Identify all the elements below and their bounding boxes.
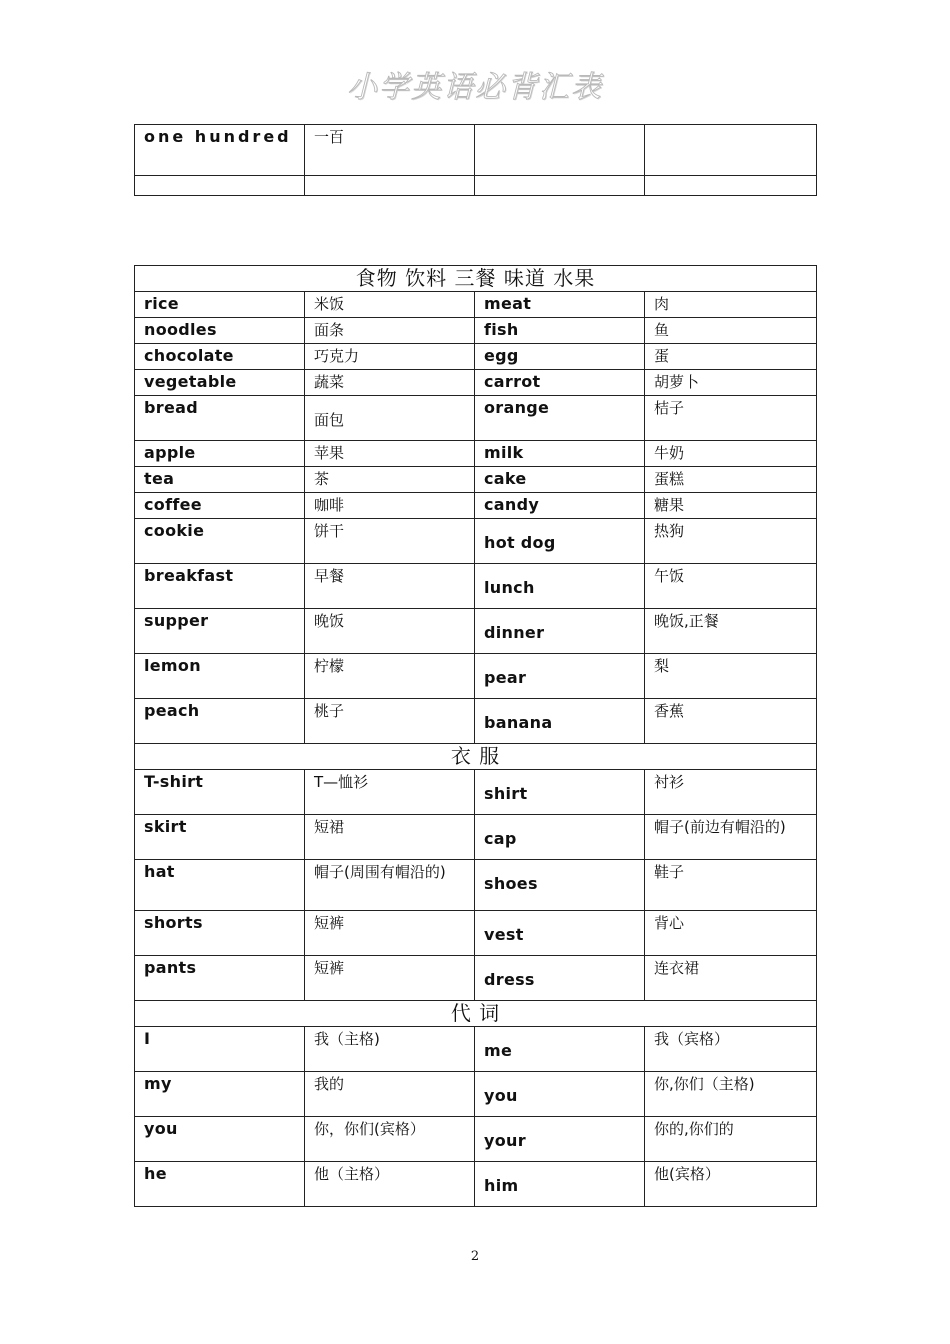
chinese-meaning: 巧克力 — [305, 344, 475, 370]
english-word: pear — [475, 654, 645, 699]
english-word: hat — [135, 860, 305, 911]
english-word: cookie — [135, 519, 305, 564]
english-word: lunch — [475, 564, 645, 609]
vocab-table-continued — [134, 124, 817, 196]
chinese-meaning: 你,你们（主格) — [645, 1072, 817, 1117]
chinese-meaning: 你的,你们的 — [645, 1117, 817, 1162]
table-row — [135, 1162, 817, 1207]
table-row — [135, 815, 817, 860]
section-header-row — [135, 744, 817, 770]
english-word: apple — [135, 441, 305, 467]
chinese-meaning: 连衣裙 — [645, 956, 817, 1001]
table-row — [135, 519, 817, 564]
english-word: you — [475, 1072, 645, 1117]
chinese-meaning: 牛奶 — [645, 441, 817, 467]
english-word: banana — [475, 699, 645, 744]
english-word: you — [135, 1117, 305, 1162]
english-word: coffee — [135, 493, 305, 519]
chinese-meaning: 帽子(周围有帽沿的) — [305, 860, 475, 911]
english-word: your — [475, 1117, 645, 1162]
english-word: chocolate — [135, 344, 305, 370]
english-word: shoes — [475, 860, 645, 911]
table-row — [135, 609, 817, 654]
english-word: carrot — [475, 370, 645, 396]
chinese-meaning: 桔子 — [645, 396, 817, 441]
english-word: he — [135, 1162, 305, 1207]
chinese-meaning: 我的 — [305, 1072, 475, 1117]
chinese-meaning: 帽子(前边有帽沿的) — [645, 815, 817, 860]
chinese-meaning: 咖啡 — [305, 493, 475, 519]
english-word — [475, 125, 645, 176]
english-word: egg — [475, 344, 645, 370]
section-header-row — [135, 266, 817, 292]
chinese-meaning: 短裙 — [305, 815, 475, 860]
chinese-meaning: 短裤 — [305, 911, 475, 956]
table-row — [135, 292, 817, 318]
english-word: tea — [135, 467, 305, 493]
chinese-meaning: 茶 — [305, 467, 475, 493]
table-row — [135, 770, 817, 815]
english-word: orange — [475, 396, 645, 441]
chinese-meaning: 蔬菜 — [305, 370, 475, 396]
chinese-meaning: 柠檬 — [305, 654, 475, 699]
chinese-meaning: 你，你们(宾格） — [305, 1117, 475, 1162]
english-word: supper — [135, 609, 305, 654]
english-word: cap — [475, 815, 645, 860]
table-row — [135, 125, 817, 176]
chinese-meaning: 梨 — [645, 654, 817, 699]
english-word: fish — [475, 318, 645, 344]
table-row — [135, 956, 817, 1001]
english-word: me — [475, 1027, 645, 1072]
table-row — [135, 1072, 817, 1117]
table-row — [135, 370, 817, 396]
english-word: one hundred — [135, 125, 305, 176]
chinese-meaning: 桃子 — [305, 699, 475, 744]
chinese-meaning: T—恤衫 — [305, 770, 475, 815]
english-word: skirt — [135, 815, 305, 860]
english-word — [475, 176, 645, 196]
english-word: dress — [475, 956, 645, 1001]
chinese-meaning: 晚饭,正餐 — [645, 609, 817, 654]
chinese-meaning: 胡萝卜 — [645, 370, 817, 396]
table-row — [135, 176, 817, 196]
section-title: 代 词 — [135, 1001, 817, 1027]
chinese-meaning: 米饭 — [305, 292, 475, 318]
page-header-title: 小学英语必背汇表 — [347, 70, 603, 105]
section-title: 衣 服 — [135, 744, 817, 770]
chinese-meaning: 鞋子 — [645, 860, 817, 911]
chinese-meaning: 肉 — [645, 292, 817, 318]
english-word: dinner — [475, 609, 645, 654]
english-word — [135, 176, 305, 196]
chinese-meaning: 面包 — [305, 396, 475, 441]
chinese-meaning: 衬衫 — [645, 770, 817, 815]
chinese-meaning: 午饭 — [645, 564, 817, 609]
table-row — [135, 654, 817, 699]
chinese-meaning — [305, 176, 475, 196]
chinese-meaning: 鱼 — [645, 318, 817, 344]
english-word: cake — [475, 467, 645, 493]
english-word: him — [475, 1162, 645, 1207]
chinese-meaning: 一百 — [305, 125, 475, 176]
table-row — [135, 396, 817, 441]
table-row — [135, 441, 817, 467]
table-row — [135, 493, 817, 519]
english-word: noodles — [135, 318, 305, 344]
chinese-meaning: 面条 — [305, 318, 475, 344]
chinese-meaning: 早餐 — [305, 564, 475, 609]
chinese-meaning: 背心 — [645, 911, 817, 956]
table-row — [135, 860, 817, 911]
english-word: candy — [475, 493, 645, 519]
english-word: my — [135, 1072, 305, 1117]
table-row — [135, 911, 817, 956]
table-row — [135, 564, 817, 609]
english-word: breakfast — [135, 564, 305, 609]
chinese-meaning: 他(宾格） — [645, 1162, 817, 1207]
chinese-meaning: 香蕉 — [645, 699, 817, 744]
english-word: lemon — [135, 654, 305, 699]
english-word: rice — [135, 292, 305, 318]
chinese-meaning: 我（宾格） — [645, 1027, 817, 1072]
page-number: 2 — [470, 1249, 480, 1264]
chinese-meaning: 糖果 — [645, 493, 817, 519]
english-word: shorts — [135, 911, 305, 956]
english-word: I — [135, 1027, 305, 1072]
english-word: pants — [135, 956, 305, 1001]
table-row — [135, 699, 817, 744]
english-word: vest — [475, 911, 645, 956]
chinese-meaning — [645, 176, 817, 196]
english-word: meat — [475, 292, 645, 318]
chinese-meaning: 他（主格） — [305, 1162, 475, 1207]
section-title: 食物 饮料 三餐 味道 水果 — [135, 266, 817, 292]
table-row — [135, 344, 817, 370]
english-word: hot dog — [475, 519, 645, 564]
chinese-meaning: 饼干 — [305, 519, 475, 564]
english-word: milk — [475, 441, 645, 467]
chinese-meaning: 苹果 — [305, 441, 475, 467]
chinese-meaning — [645, 125, 817, 176]
english-word: shirt — [475, 770, 645, 815]
table-row — [135, 467, 817, 493]
english-word: T-shirt — [135, 770, 305, 815]
chinese-meaning: 热狗 — [645, 519, 817, 564]
english-word: bread — [135, 396, 305, 441]
section-header-row — [135, 1001, 817, 1027]
chinese-meaning: 蛋 — [645, 344, 817, 370]
english-word: vegetable — [135, 370, 305, 396]
chinese-meaning: 蛋糕 — [645, 467, 817, 493]
vocab-table — [134, 265, 817, 1207]
table-row — [135, 1117, 817, 1162]
chinese-meaning: 晚饭 — [305, 609, 475, 654]
table-row — [135, 1027, 817, 1072]
english-word: peach — [135, 699, 305, 744]
table-row — [135, 318, 817, 344]
chinese-meaning: 我（主格) — [305, 1027, 475, 1072]
chinese-meaning: 短裤 — [305, 956, 475, 1001]
